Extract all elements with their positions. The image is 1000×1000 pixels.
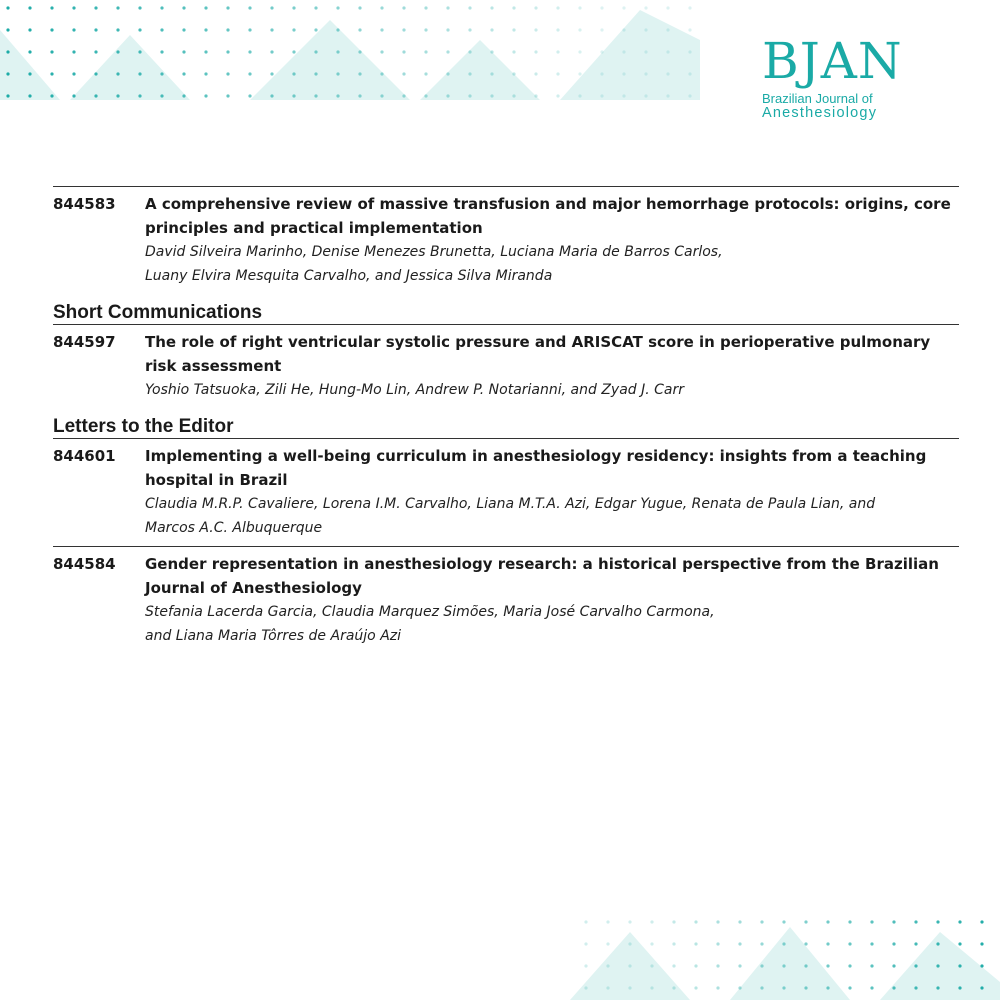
article-details [145,444,959,540]
article-authors: Claudia M.R.P. Cavaliere, Lorena I.M. Carvalho, Liana M.T.A. Azi, Edgar Yugue, Renata de Paula Lian, and [145,496,876,512]
article-authors: Stefania Lacerda Garcia, Claudia Marquez Simões, Maria José Carvalho Carmona, [145,604,715,620]
table-of-contents [53,186,959,654]
article-authors: David Silveira Marinho, Denise Menezes Brunetta, Luciana Maria de Barros Carlos, [145,244,723,260]
section-heading: Letters to the Editor [53,416,234,437]
article-title[interactable]: The role of right ventricular systolic pressure and ARISCAT score in perioperative pulmonary risk assessment [145,333,931,375]
article-details [145,552,959,648]
article-entry [53,186,959,294]
article-id: 844597 [53,333,116,351]
logo-subtitle-line2: Anesthesiology [762,105,878,121]
article-id: 844601 [53,447,116,465]
article-authors: Marcos A.C. Albuquerque [145,520,323,536]
article-id: 844584 [53,555,116,573]
article-entry [53,438,959,546]
article-authors: Yoshio Tatsuoka, Zili He, Hung-Mo Lin, Andrew P. Notarianni, and Zyad J. Carr [145,382,685,398]
article-details [145,330,959,402]
article-title[interactable]: Gender representation in anesthesiology research: a historical perspective from the Brazilian Journal of Anesthesiology [145,555,939,597]
article-id: 844583 [53,195,116,213]
article-entry [53,324,959,408]
logo-mark: BJAN [762,32,903,90]
article-authors: Luany Elvira Mesquita Carvalho, and Jessica Silva Miranda [145,268,553,284]
article-title[interactable]: Implementing a well-being curriculum in anesthesiology residency: insights from a teaching hospital in Brazil [145,447,927,489]
article-title[interactable]: A comprehensive review of massive transfusion and major hemorrhage protocols: origins, core principles and practical implementation [145,195,951,237]
logo-subtitle-line1: Brazilian Journal of [762,91,873,106]
article-details [145,192,959,288]
article-entry [53,546,959,654]
decorative-dot-pattern-bottom [560,912,1000,1000]
journal-logo [762,32,922,121]
article-authors: and Liana Maria Tôrres de Araújo Azi [145,628,402,644]
section-heading: Short Communications [53,302,263,323]
decorative-dot-pattern-top [0,0,700,105]
